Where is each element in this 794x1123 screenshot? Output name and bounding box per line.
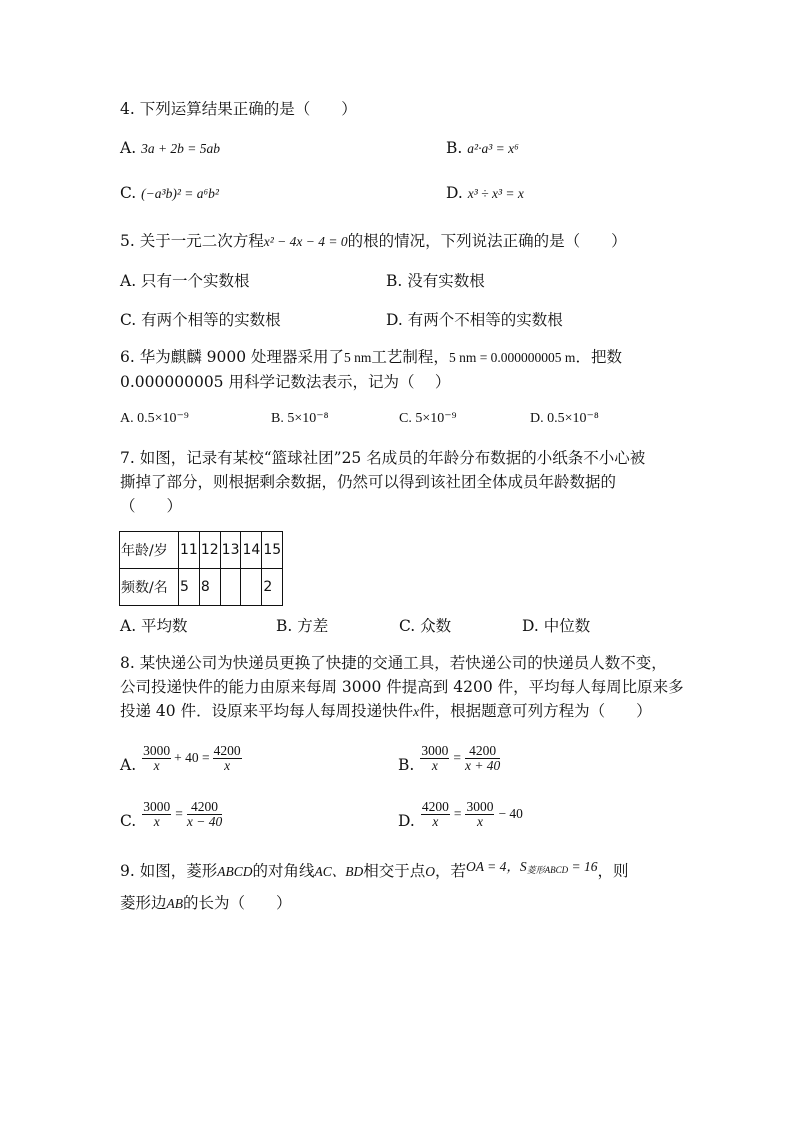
q8-stem-line1: 8. 某快递公司为快递员更换了快捷的交通工具，若快递公司的快递员人数不变， — [120, 654, 667, 672]
q6-stem-line2: 0.000000005 用科学记数法表示，记为（ ） — [120, 373, 451, 391]
q8-a-frac-left — [142, 744, 171, 773]
q6-option-c[interactable]: C. 5×10⁻⁹ — [399, 411, 457, 426]
q6-option-a[interactable]: A. 0.5×10⁻⁹ — [120, 411, 189, 426]
age-frequency-table — [119, 531, 283, 606]
q4-a-label: A. — [120, 139, 137, 157]
fraction-denominator: x — [224, 757, 231, 773]
fraction-denominator: x — [476, 813, 483, 829]
q5-option-c[interactable]: C. 有两个相等的实数根 — [120, 311, 281, 329]
q8-a-label: A. — [120, 756, 137, 774]
q6-option-d[interactable]: D. 0.5×10⁻⁸ — [530, 411, 599, 426]
q8-option-b[interactable] — [398, 741, 500, 775]
q9-line1-post: ，则 — [597, 862, 629, 880]
q8-d-operator: = — [453, 806, 462, 821]
table-header-age: 年龄/岁 — [120, 532, 179, 569]
q5-option-b[interactable]: B. 没有实数根 — [386, 272, 485, 290]
q4-c-label: C. — [120, 184, 137, 202]
q5-option-d[interactable]: D. 有两个不相等的实数根 — [386, 311, 563, 329]
q5-stem — [120, 231, 627, 252]
q4-option-b[interactable] — [446, 138, 519, 159]
q8-stem-line3 — [120, 701, 652, 722]
q8-c-label: C. — [120, 812, 137, 830]
q9-point-o: O — [425, 864, 435, 879]
table-row-frequency — [120, 569, 283, 606]
q8-stem-line2: 公司投递快件的能力由原来每周 3000 件提高到 4200 件，平均每人每周比原来多 — [120, 678, 684, 696]
q8-b-label: B. — [398, 756, 415, 774]
q8-d-label: D. — [398, 812, 415, 830]
q8-option-a[interactable] — [120, 741, 242, 775]
table-header-frequency: 频数/名 — [120, 569, 179, 606]
q4-a-expr: 3a + 2b = 5ab — [141, 141, 221, 156]
q8-d-frac-right — [465, 800, 494, 829]
q7-stem-line1: 7. 如图，记录有某校“篮球社团”25 名成员的年龄分布数据的小纸条不小心被 — [120, 449, 646, 467]
q8-option-c[interactable] — [120, 797, 222, 831]
table-cell: 13 — [220, 532, 241, 569]
fraction-denominator: x + 40 — [464, 757, 501, 773]
q5-equation: x² − 4x − 4 = 0 — [263, 234, 348, 249]
table-cell: 14 — [241, 532, 262, 569]
q8-option-d[interactable] — [398, 797, 523, 831]
q4-stem: 4. 下列运算结果正确的是（ ） — [120, 100, 357, 118]
q4-d-label: D. — [446, 184, 463, 202]
q5-stem-post: 的根的情况，下列说法正确的是（ ） — [347, 232, 627, 250]
q6-line1-post: ．把数 — [575, 348, 622, 366]
q8-a-operator: + 40 = — [174, 750, 210, 765]
table-row-age — [120, 532, 283, 569]
fraction-numerator: 4200 — [421, 798, 449, 814]
q7-option-c[interactable]: C. 众数 — [399, 617, 452, 635]
q6-line1-pre: 6. 华为麒麟 9000 处理器采用了 — [120, 348, 345, 366]
q8-line3-post: 件，根据题意可列方程为（ ） — [419, 702, 652, 720]
q9-stem-line2 — [120, 893, 292, 914]
q9-line1-mid1: 的对角线 — [252, 862, 315, 880]
fraction-denominator: x — [153, 813, 160, 829]
q9-stem-line1 — [120, 861, 629, 885]
table-cell — [220, 569, 241, 606]
q9-condition — [466, 859, 598, 874]
q4-option-a[interactable] — [120, 138, 220, 159]
q8-line3-pre: 投递 40 件．设原来平均每人每周投递快件 — [120, 702, 414, 720]
fraction-numerator: 4200 — [465, 744, 500, 759]
q8-b-frac-right — [465, 744, 500, 773]
q9-line1-mid3: ，若 — [435, 862, 467, 880]
q7-stem-line2: 撕掉了部分，则根据剩余数据，仍然可以得到该社团全体成员年龄数据的 — [120, 473, 617, 491]
q9-line1-pre: 9. 如图，菱形 — [120, 862, 218, 880]
fraction-denominator: x — [432, 813, 439, 829]
fraction-numerator: 3000 — [466, 798, 494, 814]
table-cell: 11 — [179, 532, 200, 569]
fraction-numerator: 4200 — [187, 800, 222, 815]
fraction-numerator: 3000 — [143, 742, 171, 758]
q6-stem-line1 — [120, 347, 622, 368]
q6-option-b[interactable]: B. 5×10⁻⁸ — [271, 411, 329, 426]
table-cell: 5 — [179, 569, 200, 606]
table-cell: 8 — [199, 569, 220, 606]
q4-d-expr: x³ ÷ x³ = x — [467, 186, 524, 201]
q9-cond-text: OA = 4，S — [466, 859, 527, 874]
q8-b-operator: = — [453, 750, 461, 765]
q6-unit: 5 nm — [344, 350, 372, 365]
fraction-numerator: 4200 — [213, 742, 241, 758]
q8-c-frac-right — [187, 800, 222, 829]
q7-option-a[interactable]: A. 平均数 — [120, 617, 188, 635]
q9-cond-value: = 16 — [568, 859, 598, 874]
q6-equation: 5 nm = 0.000000005 m — [448, 350, 576, 365]
q7-option-d[interactable]: D. 中位数 — [522, 617, 591, 635]
q8-d-frac-left — [421, 800, 450, 829]
q9-area-subscript: 菱形ABCD — [526, 865, 569, 875]
q6-line1-mid: 工艺制程， — [371, 348, 449, 366]
table-cell: 12 — [199, 532, 220, 569]
fraction-denominator: x — [153, 757, 160, 773]
q4-c-expr: (−a³b)² = a⁶b² — [141, 186, 219, 201]
table-cell: 15 — [262, 532, 283, 569]
q5-stem-pre: 5. 关于一元二次方程 — [120, 232, 264, 250]
q4-b-expr: a²·a³ = x⁶ — [467, 141, 519, 156]
q8-a-frac-right — [213, 744, 242, 773]
q9-diagonals: AC、BD — [314, 864, 364, 879]
fraction-denominator: x — [431, 757, 438, 773]
q8-d-operator-minus: − 40 — [498, 806, 523, 821]
q5-option-a[interactable]: A. 只有一个实数根 — [120, 272, 250, 290]
fraction-numerator: 3000 — [421, 742, 449, 758]
q9-rhombus-name: ABCD — [217, 864, 253, 879]
fraction-numerator: 3000 — [143, 798, 171, 814]
q9-line2-post: 的长为（ ） — [183, 894, 292, 912]
q8-variable-x: x — [413, 704, 420, 719]
q4-option-c[interactable] — [120, 183, 219, 204]
q9-line1-mid2: 相交于点 — [363, 862, 426, 880]
q4-option-d[interactable] — [446, 183, 524, 204]
table-cell: 2 — [262, 569, 283, 606]
q8-c-frac-left — [142, 800, 171, 829]
fraction-denominator: x − 40 — [186, 813, 223, 829]
q9-side-ab: AB — [166, 896, 184, 911]
q9-line2-pre: 菱形边 — [120, 894, 167, 912]
q4-b-label: B. — [446, 139, 463, 157]
q7-option-b[interactable]: B. 方差 — [276, 617, 329, 635]
q7-stem-line3: （ ） — [120, 497, 183, 515]
q8-b-frac-left — [420, 744, 449, 773]
q8-c-operator: = — [175, 806, 183, 821]
table-cell — [241, 569, 262, 606]
